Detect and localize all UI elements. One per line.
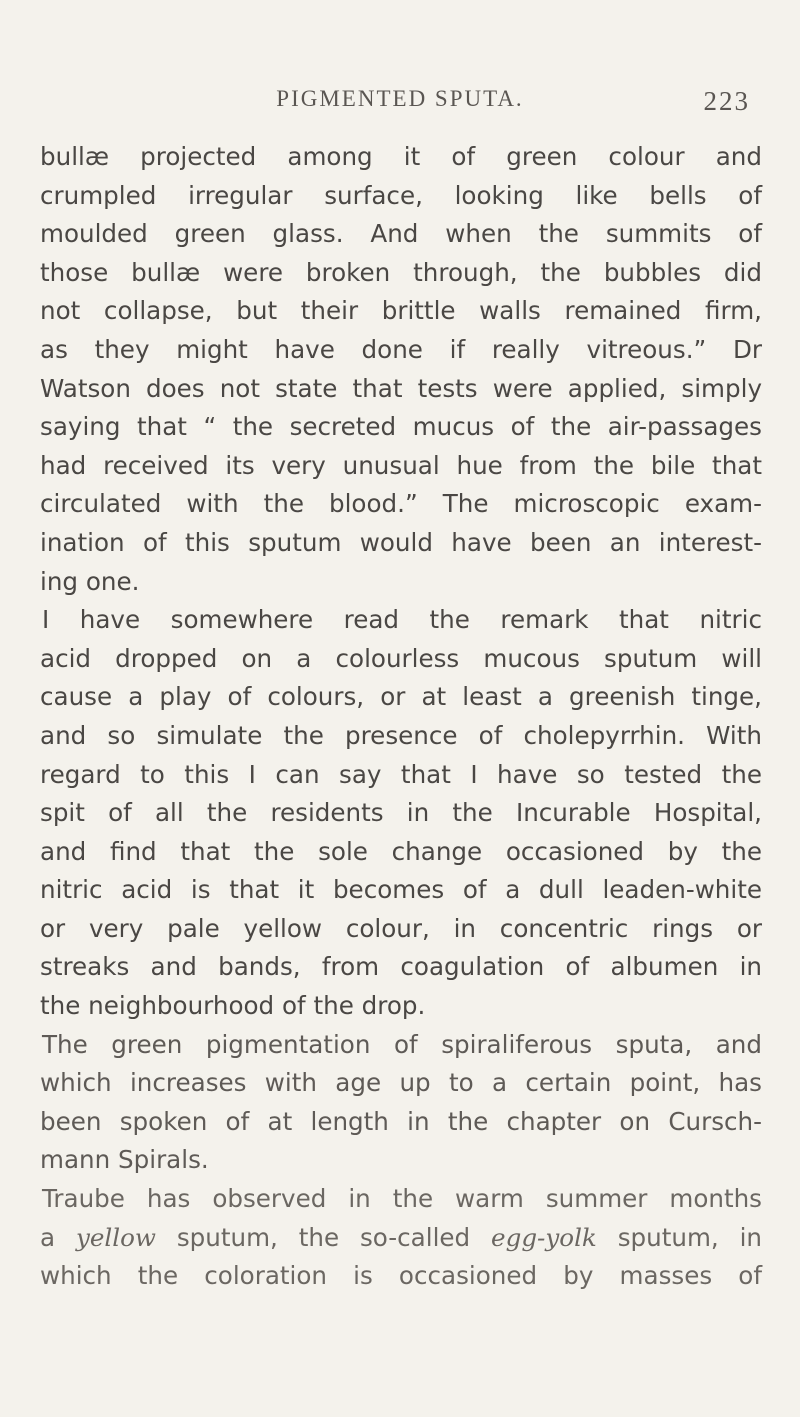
text-line: or very pale yellow colour, in concentric rings or [40,913,762,943]
italic-word-egg-yolk: egg-yolk [491,1222,597,1252]
text-line: bullæ projected among it of green colour and [40,142,762,171]
text-line: those bullæ were broken through, the bubbles did [40,257,762,287]
text-line: moulded green glass. And when the summits of [40,219,762,249]
text-line: been spoken of at length in the chapter on Cursch- [40,1106,762,1136]
text-line: I have somewhere read the remark that nitric [42,605,762,635]
text-segment: sputum, the so-called [155,1222,492,1252]
text-line: not collapse, but their brittle walls remained firm, [40,296,762,326]
text-line: the neighbourhood of the drop. [40,991,426,1021]
text-line: circulated with the blood.” The microscopic exam- [40,489,762,519]
text-line: cause a play of colours, or at least a greenish tinge, [40,682,762,712]
body-text [40,138,762,1296]
text-line: ination of this sputum would have been an interest- [40,527,762,557]
text-line: and so simulate the presence of cholepyrrhin. With [40,720,762,750]
text-line: and find that the sole change occasioned by the [40,836,762,866]
text-line: ing one. [40,566,140,596]
text-line: as they might have done if really vitreous.” Dr [40,334,762,364]
text-line: Traube has observed in the warm summer months [42,1184,762,1214]
text-segment: a [40,1222,76,1252]
text-line: streaks and bands, from coagulation of albumen in [40,952,762,982]
text-segment: sputum, in [596,1222,763,1252]
page-number: 223 [703,86,750,116]
text-line: The green pigmentation of spiraliferous sputa, and [42,1029,762,1059]
text-line: mann Spirals. [40,1145,209,1175]
text-line: regard to this I can say that I have so tested the [40,759,762,789]
text-line: Watson does not state that tests were applied, simply [40,373,762,403]
text-line: crumpled irregular surface, looking like bells of [40,180,762,210]
running-title: PIGMENTED SPUTA. [276,86,524,111]
text-line: which increases with age up to a certain point, has [40,1068,762,1098]
text-line-with-italics [40,1219,762,1258]
text-line: nitric acid is that it becomes of a dull leaden-white [40,875,762,905]
running-head [40,86,760,126]
text-line: had received its very unusual hue from the bile that [40,450,762,480]
text-line: acid dropped on a colourless mucous sputum will [40,643,762,673]
text-line: which the coloration is occasioned by masses of [40,1261,762,1291]
text-line: saying that “ the secreted mucus of the air-passages [40,412,762,442]
italic-word-yellow: yellow [75,1222,156,1252]
text-line: spit of all the residents in the Incurable Hospital, [40,798,762,828]
